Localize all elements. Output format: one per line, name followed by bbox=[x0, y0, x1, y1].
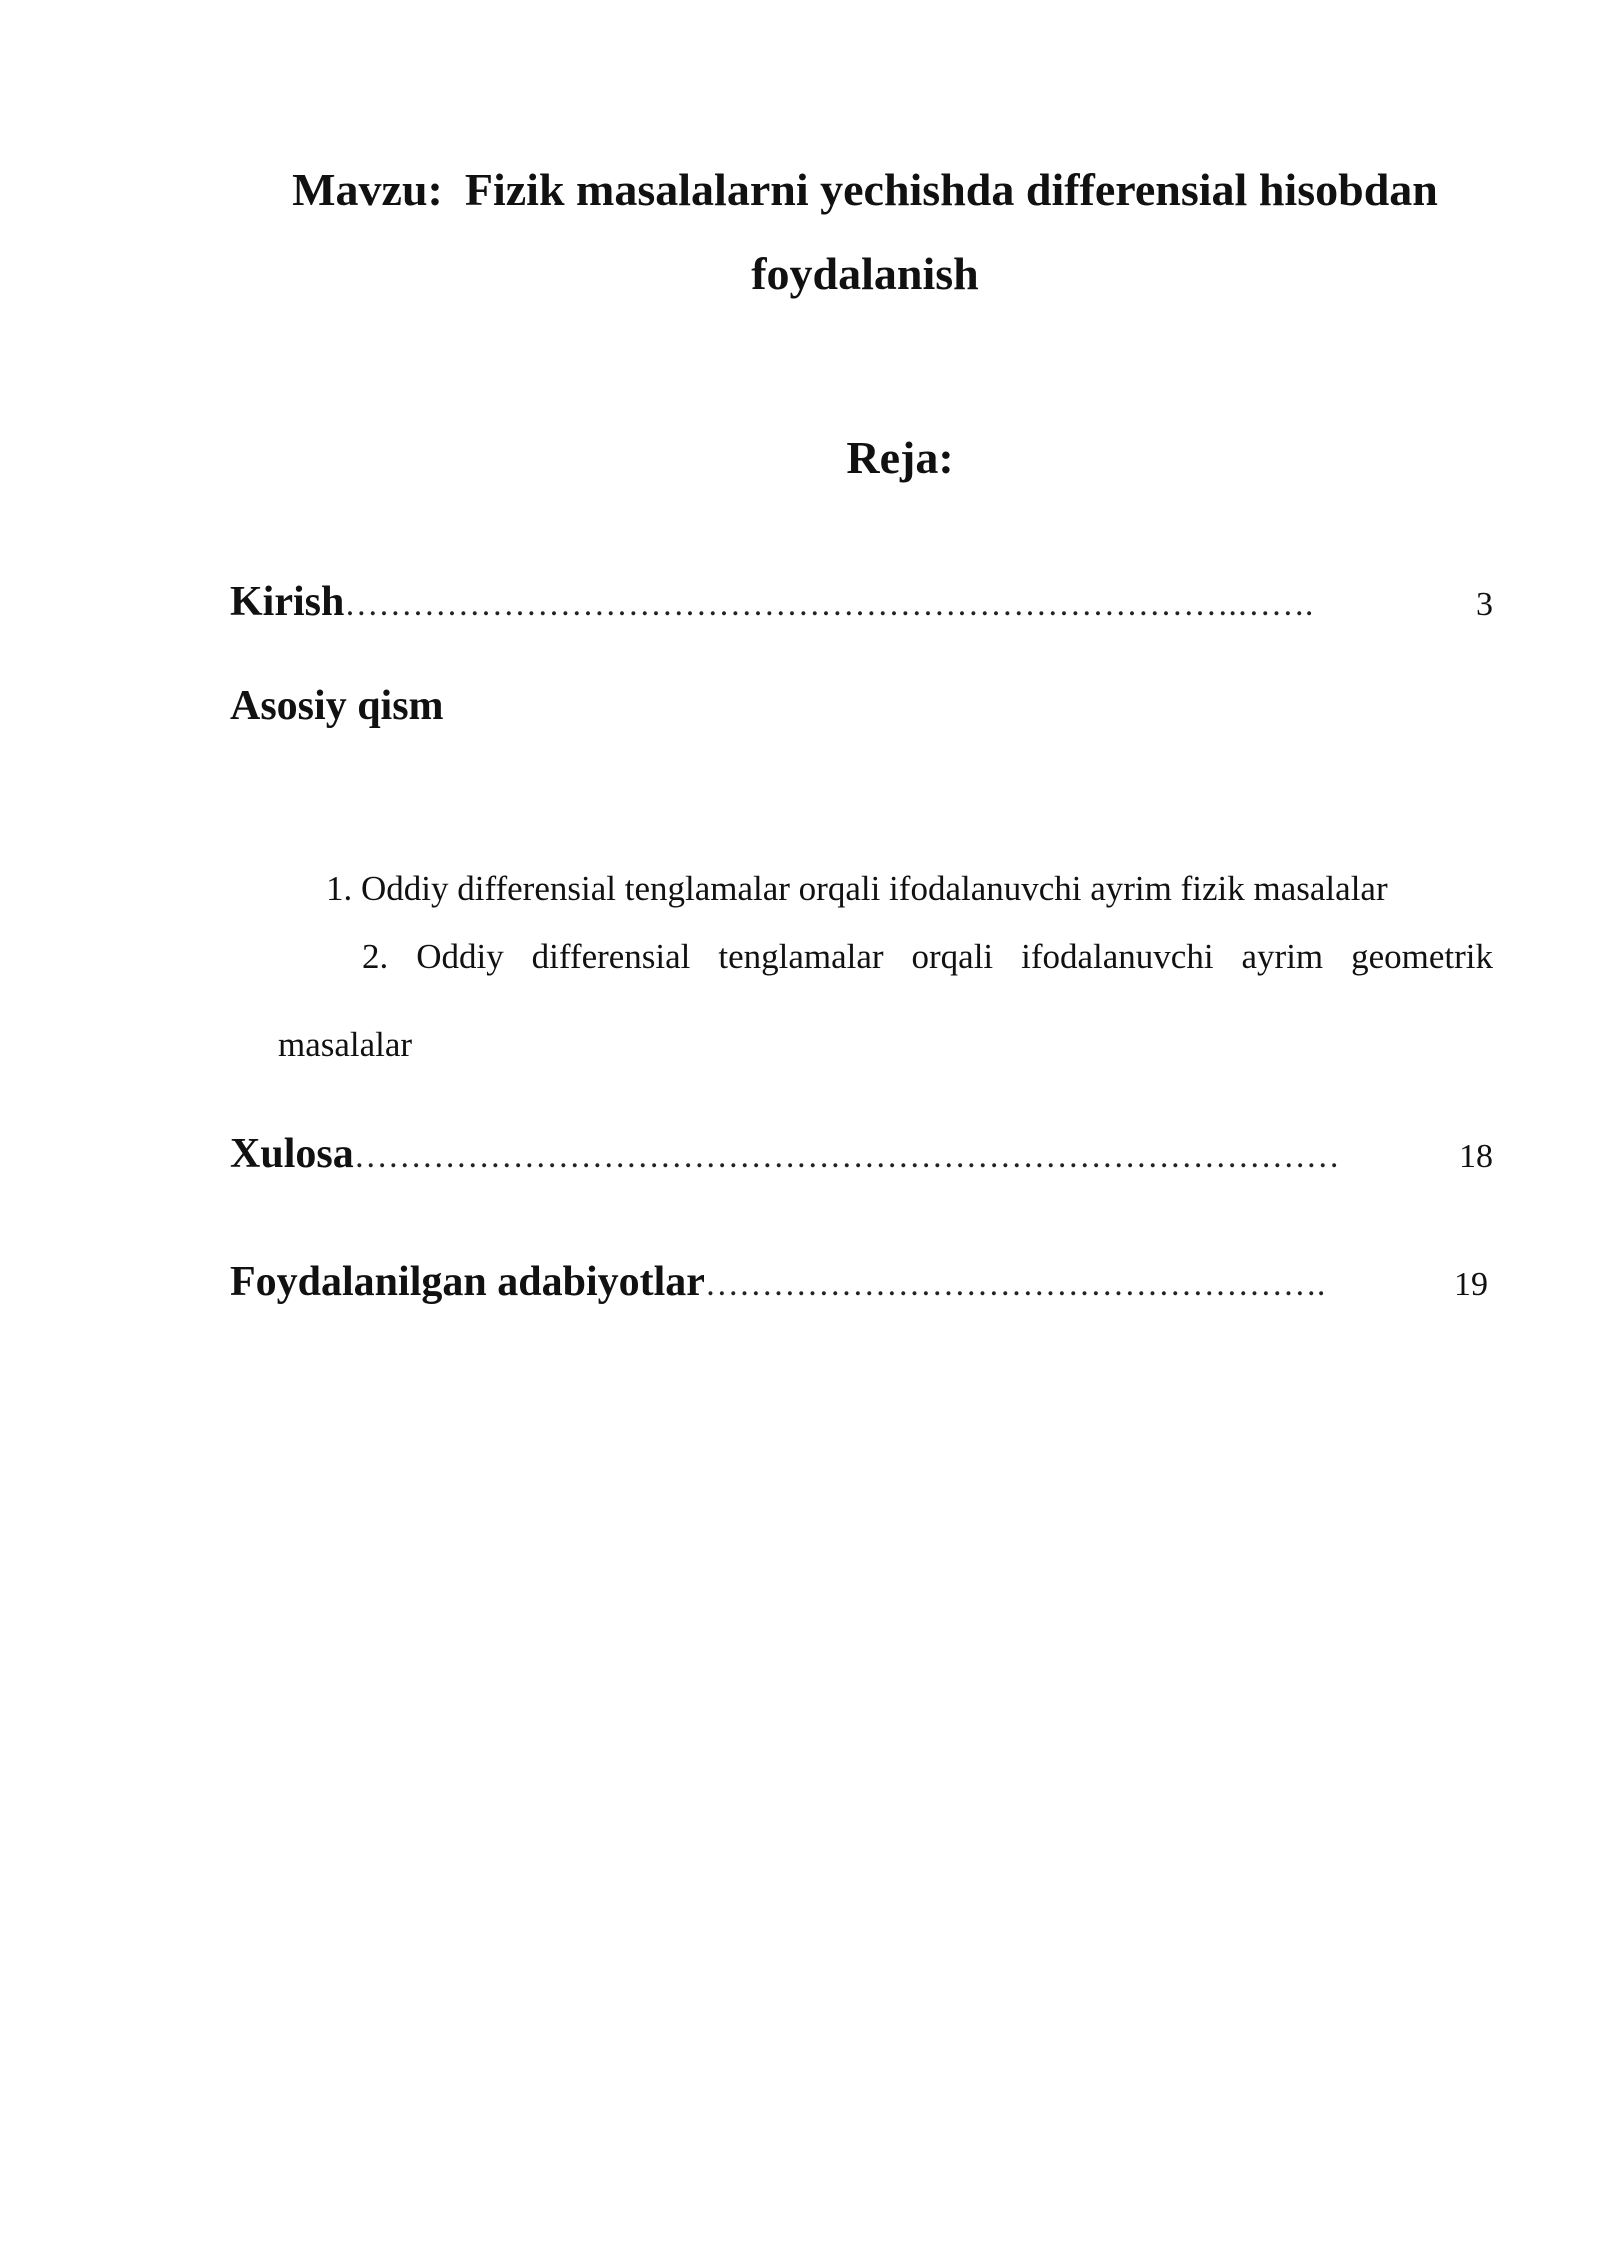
toc-subitem-2-continuation: masalalar bbox=[278, 1025, 413, 1064]
toc-subitem-2: 2. Oddiy differensial tenglamalar orqali ifodalanuvchi ayrim geometrik bbox=[362, 937, 1493, 976]
toc-entry-label: Kirish bbox=[230, 579, 345, 625]
page-title bbox=[230, 148, 1500, 316]
toc-leader-dots: …………………………………………………………………………… bbox=[353, 1138, 1340, 1175]
toc-entry-adabiyotlar bbox=[230, 1258, 1488, 1306]
section-heading: Asosiy qism bbox=[230, 683, 444, 729]
title-line-1 bbox=[230, 148, 1500, 232]
title-label: Mavzu: bbox=[292, 164, 443, 215]
toc-entry-xulosa bbox=[230, 1130, 1493, 1178]
toc-page-number: 19 bbox=[1454, 1266, 1488, 1303]
plan-heading: Reja: bbox=[846, 432, 954, 483]
toc-page-number: 18 bbox=[1459, 1138, 1493, 1175]
toc-subitem-1: 1. Oddiy differensial tenglamalar orqali ifodalanuvchi ayrim fizik masalalar bbox=[326, 869, 1388, 908]
toc-entry-label: Xulosa bbox=[230, 1131, 354, 1177]
toc-entry-kirish bbox=[230, 578, 1493, 626]
title-text-1: Fizik masalalarni yechishda differensial hisobdan bbox=[464, 164, 1438, 215]
toc-leader-dots: …………………………………………………………………….……. bbox=[344, 586, 1314, 623]
title-line-2: foydalanish bbox=[751, 248, 979, 299]
toc-leader-dots: ………………………………………………. bbox=[704, 1266, 1326, 1303]
toc-entry-label: Foydalanilgan adabiyotlar bbox=[230, 1259, 705, 1305]
toc-page-number: 3 bbox=[1476, 586, 1493, 623]
